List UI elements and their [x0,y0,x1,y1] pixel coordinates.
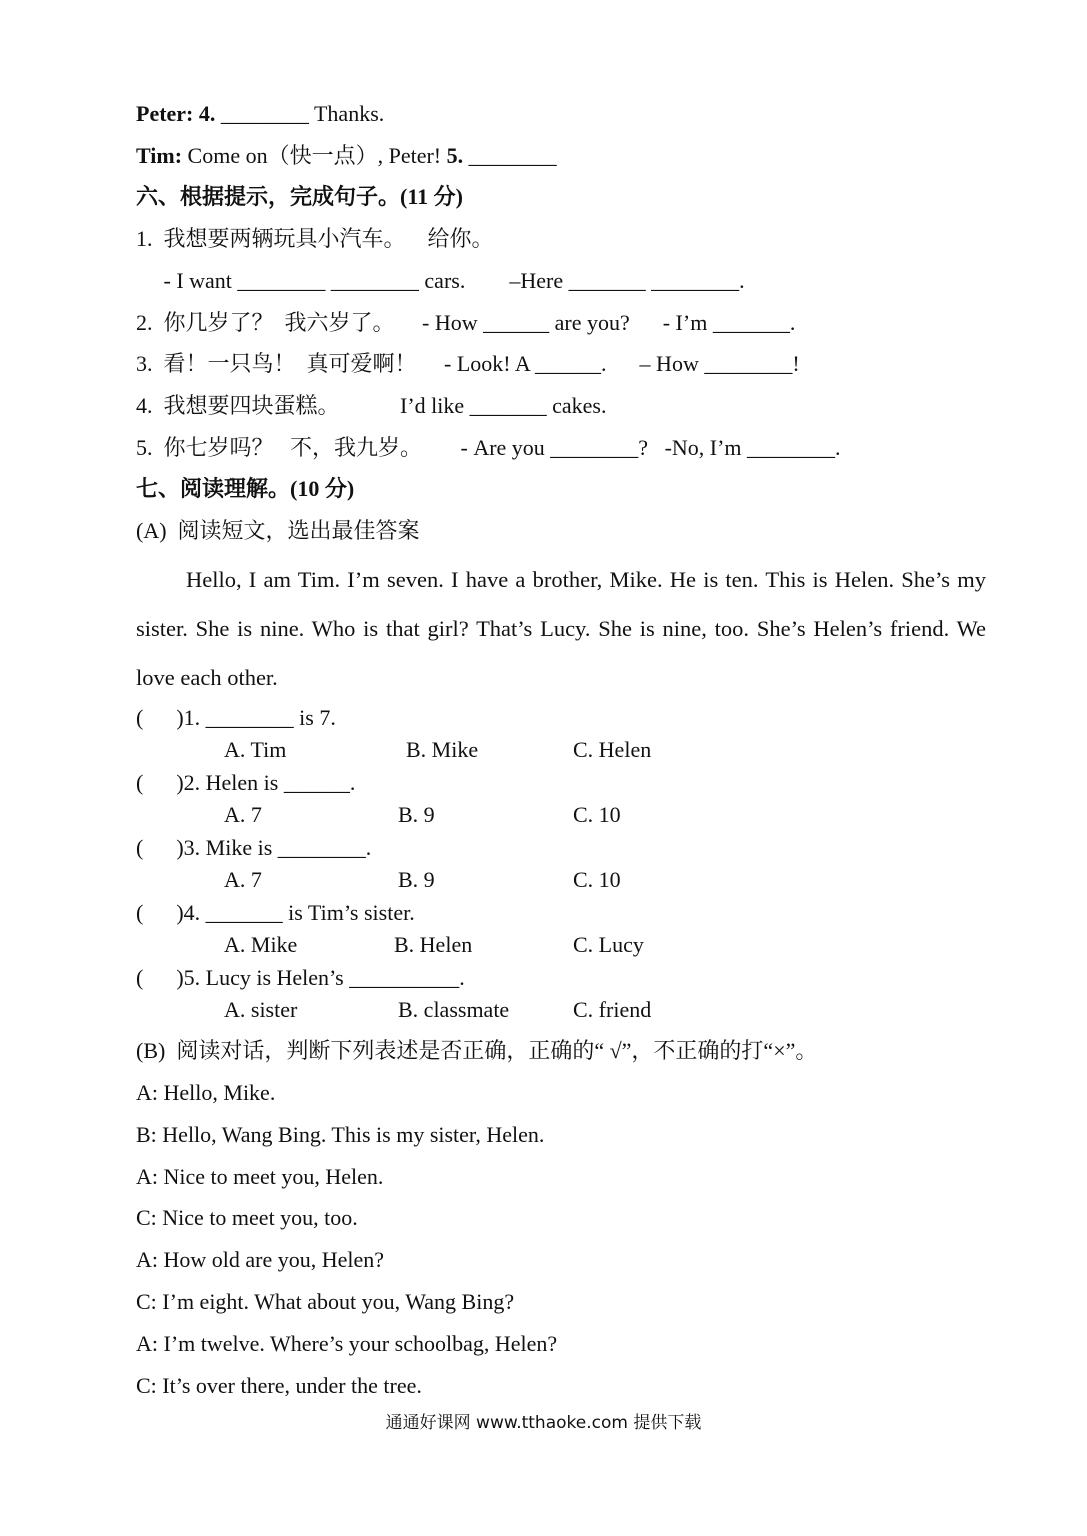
item-number-4: 4. [198,101,216,126]
option-c: C. Lucy [573,932,644,957]
question-1: ( )1. ________ is 7. [136,705,336,730]
speaker-tim: Tim: [136,143,183,168]
dialogue-line-tim [136,143,557,169]
option-c: C. Helen [573,737,652,762]
dialogue-text: ________ Thanks. [215,101,385,126]
option-a: A. Mike [224,932,298,957]
option-c: C. 10 [573,802,621,827]
option-a: A. Tim [224,737,287,762]
dialogue-line: C: I’m eight. What about you, Wang Bing? [136,1289,515,1314]
item-number-5: 5. [446,143,464,168]
dialogue-line: C: It’s over there, under the tree. [136,1373,422,1398]
option-b: B. classmate [398,997,510,1022]
page-footer: 通通好课网 www.tthaoke.com 提供下载 [385,1413,702,1433]
section6-item: 4. 我想要四块蛋糕。 I’d like _______ cakes. [136,393,607,418]
section6-item: 1. 我想要两辆玩具小汽车。 给你。 [136,226,494,251]
section6-item: 5. 你七岁吗？ 不，我九岁。 - Are you ________? -No, I’m ________. [136,435,841,460]
question-2: ( )2. Helen is ______. [136,770,356,795]
part-b-title: (B) 阅读对话，判断下列表述是否正确，正确的“ √”，不正确的打“×”。 [136,1038,818,1063]
section6-item: 2. 你几岁了？ 我六岁了。 - How ______ are you? - I’m _______. [136,310,796,335]
option-a: A. 7 [224,802,262,827]
dialogue-line-peter [136,101,384,127]
dialogue-text: Come on（快一点）, Peter! [182,143,447,168]
option-b: B. 9 [398,867,435,892]
question-5: ( )5. Lucy is Helen’s __________. [136,965,465,990]
section6-heading: 六、根据提示，完成句子。(11 分) [136,184,463,209]
option-a: A. sister [224,997,298,1022]
question-4: ( )4. _______ is Tim’s sister. [136,900,415,925]
question-3: ( )3. Mike is ________. [136,835,372,860]
section7-heading: 七、阅读理解。(10 分) [136,476,355,501]
section6-item: - I want ________ ________ cars. –Here _______ ________. [136,268,745,293]
dialogue-blank: ________ [463,143,557,168]
speaker-peter: Peter: [136,101,194,126]
part-a-title: (A) 阅读短文，选出最佳答案 [136,518,420,543]
option-c: C. 10 [573,867,621,892]
dialogue-line: A: Nice to meet you, Helen. [136,1164,384,1189]
option-b: B. Helen [394,932,473,957]
dialogue-line: C: Nice to meet you, too. [136,1205,358,1230]
dialogue-line: A: Hello, Mike. [136,1080,276,1105]
option-b: B. Mike [406,737,479,762]
dialogue-line: B: Hello, Wang Bing. This is my sister, Helen. [136,1122,545,1147]
section6-item: 3. 看！一只鸟！ 真可爱啊！ - Look! A ______. – How ________! [136,351,800,376]
option-b: B. 9 [398,802,435,827]
reading-passage: Hello, I am Tim. I’m seven. I have a brother, Mike. He is ten. This is Helen. She’s my sister. She is nine. Who is that girl? That’s Lucy. She is nine, too. She’s Helen’s friend. We love each other. [136,567,986,690]
option-a: A. 7 [224,867,262,892]
dialogue-line: A: I’m twelve. Where’s your schoolbag, Helen? [136,1331,558,1356]
dialogue-line: A: How old are you, Helen? [136,1247,385,1272]
option-c: C. friend [573,997,652,1022]
